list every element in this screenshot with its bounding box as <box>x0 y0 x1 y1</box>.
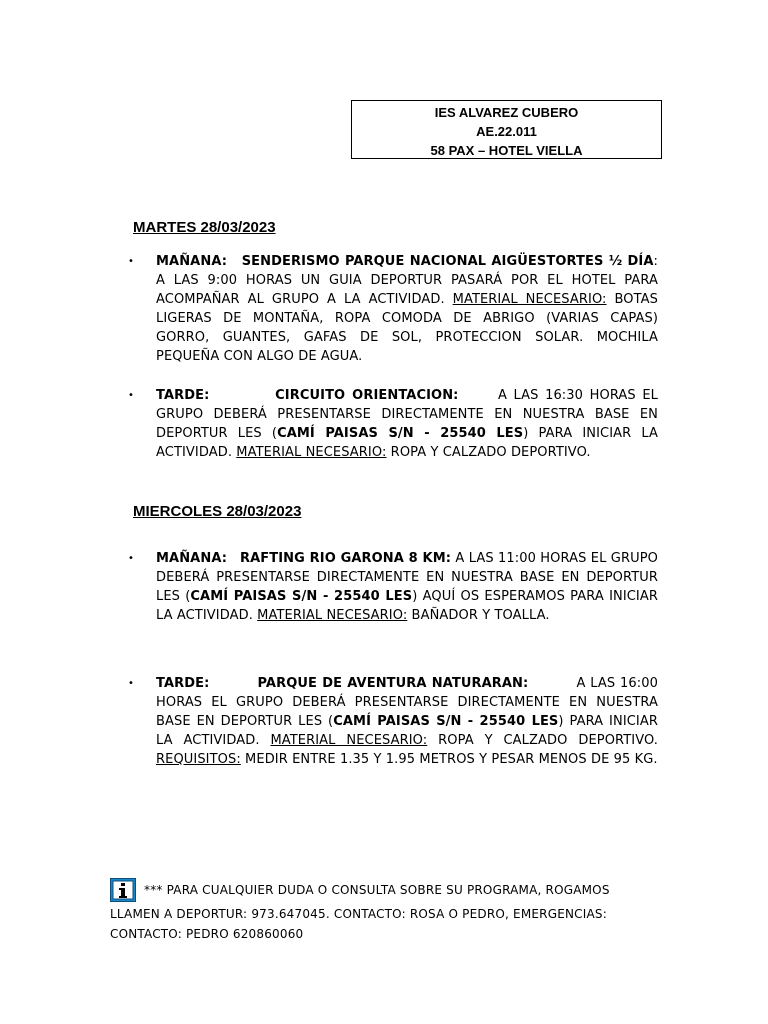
bullet: • <box>128 256 134 267</box>
item-activity: SENDERISMO PARQUE NACIONAL AIGÜESTORTES ½ DÍA <box>241 254 654 269</box>
item-text <box>156 386 658 462</box>
list-item-martes-tarde <box>128 386 658 462</box>
item-label: TARDE: <box>156 676 210 691</box>
list-item-miercoles-manana <box>128 549 658 625</box>
bullet: • <box>128 678 134 689</box>
address: CAMÍ PAISAS S/N - 25540 LES <box>190 589 413 604</box>
material-label: MATERIAL NECESARIO: <box>257 608 408 623</box>
header-box <box>351 100 662 159</box>
material-label: MATERIAL NECESARIO: <box>236 445 387 460</box>
school-name: IES ALVAREZ CUBERO <box>434 105 579 120</box>
bullet: • <box>128 390 134 401</box>
item-label: MAÑANA: <box>156 254 228 269</box>
item-description: A LAS 11:00 HORAS EL GRUPO DEBERÁ PRESENTARSE DIRECTAMENTE EN NUESTRA BASE EN DEPORTUR LES ( <box>156 551 658 604</box>
group-hotel: 58 PAX – HOTEL VIELLA <box>430 143 583 158</box>
item-description: A LAS 16:30 HORAS EL GRUPO DEBERÁ PRESENTARSE DIRECTAMENTE EN NUESTRA BASE EN DEPORTUR LES ( <box>156 388 658 441</box>
list-item-miercoles-tarde <box>128 674 658 769</box>
requirements-label: REQUISITOS: <box>156 752 241 767</box>
requirements-list: MEDIR ENTRE 1.35 Y 1.95 METROS Y PESAR MENOS DE 95 KG. <box>240 752 658 767</box>
address: CAMÍ PAISAS S/N - 25540 LES <box>333 714 559 729</box>
item-description-cont: ) PARA INICIAR LA ACTIVIDAD. <box>156 426 658 460</box>
material-list: BAÑADOR Y TOALLA. <box>407 608 550 623</box>
item-description: : A LAS 9:00 HORAS UN GUIA DEPORTUR PASARÁ POR EL HOTEL PARA ACOMPAÑAR AL GRUPO A LA ACTIVIDAD. <box>156 254 658 307</box>
material-list: ROPA Y CALZADO DEPORTIVO. <box>386 445 591 460</box>
item-text <box>156 674 658 769</box>
item-activity: RAFTING RIO GARONA 8 KM: <box>240 551 452 566</box>
reference-code: AE.22.011 <box>476 124 537 139</box>
address: CAMÍ PAISAS S/N - 25540 LES <box>277 426 524 441</box>
item-description-cont: ) PARA INICIAR LA ACTIVIDAD. <box>156 714 658 748</box>
info-icon <box>110 878 136 902</box>
day-title-miercoles: MIERCOLES 28/03/2023 <box>133 503 302 520</box>
list-item-martes-manana <box>128 252 658 366</box>
material-list: ROPA Y CALZADO DEPORTIVO. <box>427 733 658 748</box>
material-list: BOTAS LIGERAS DE MONTAÑA, ROPA COMODA DE ABRIGO (VARIAS CAPAS) GORRO, GUANTES, GAFAS DE SOL, PROTECCION SOLAR. MOCHILA PEQUEÑA CON ALGO DE AGUA. <box>156 292 658 364</box>
item-description-cont: ) AQUÍ OS ESPERAMOS PARA INICIAR LA ACTIVIDAD. <box>156 589 658 623</box>
item-activity: PARQUE DE AVENTURA NATURARAN: <box>257 676 529 691</box>
footer-note <box>110 880 650 944</box>
day-title-martes: MARTES 28/03/2023 <box>133 219 276 236</box>
material-label: MATERIAL NECESARIO: <box>452 292 607 307</box>
item-label: TARDE: <box>156 388 210 403</box>
item-text <box>156 252 658 366</box>
footer-text: *** PARA CUALQUIER DUDA O CONSULTA SOBRE SU PROGRAMA, ROGAMOS LLAMEN A DEPORTUR: 973.647045. CONTACTO: ROSA O PEDRO, EMERGENCIAS: CONTACTO: PEDRO 620860060 <box>110 883 610 941</box>
item-text <box>156 549 658 625</box>
bullet: • <box>128 553 134 564</box>
item-label: MAÑANA: <box>156 551 228 566</box>
material-label: MATERIAL NECESARIO: <box>270 733 428 748</box>
item-activity: CIRCUITO ORIENTACION: <box>275 388 459 403</box>
item-description: A LAS 16:00 HORAS EL GRUPO DEBERÁ PRESENTARSE DIRECTAMENTE EN NUESTRA BASE EN DEPORTUR LES ( <box>156 676 658 729</box>
